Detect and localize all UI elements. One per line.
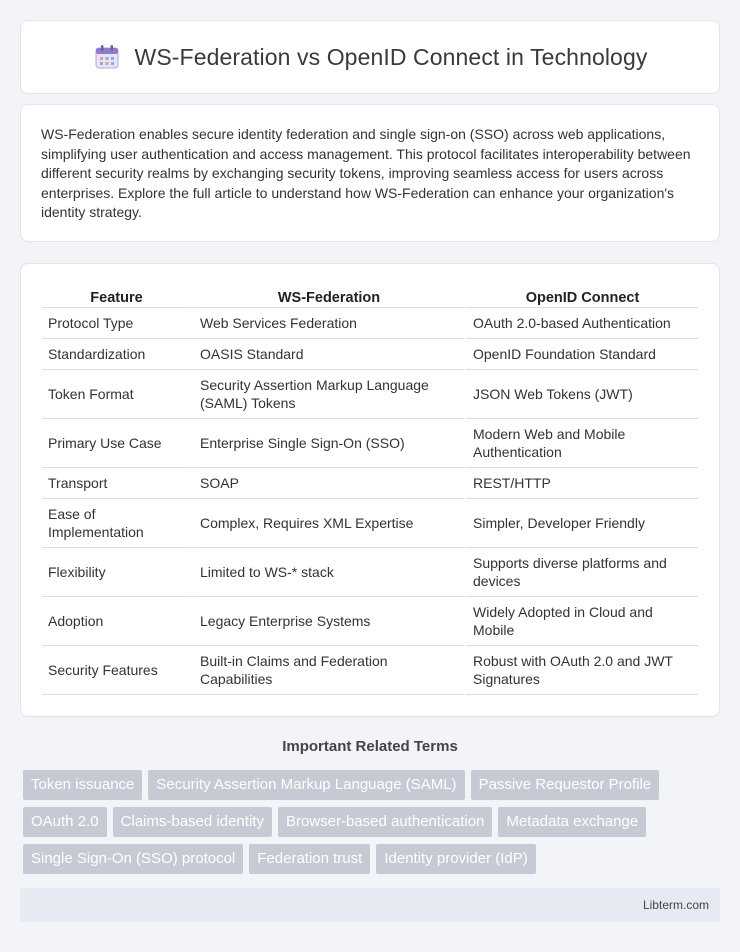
related-terms-list <box>23 770 723 874</box>
table-row <box>42 468 698 499</box>
related-term-tag[interactable]: Claims-based identity <box>113 807 272 837</box>
table-row <box>42 370 698 419</box>
table-cell: Transport <box>42 468 191 499</box>
calendar-icon <box>93 43 121 71</box>
table-cell: Enterprise Single Sign-On (SSO) <box>191 419 464 468</box>
table-cell: Ease of Implementation <box>42 499 191 548</box>
header-card <box>20 20 720 94</box>
related-term-tag[interactable]: Security Assertion Markup Language (SAML) <box>148 770 464 800</box>
related-term-tag[interactable]: OAuth 2.0 <box>23 807 107 837</box>
table-cell: Modern Web and Mobile Authentication <box>464 419 698 468</box>
related-term-tag[interactable]: Identity provider (IdP) <box>376 844 535 874</box>
related-term-tag[interactable]: Token issuance <box>23 770 142 800</box>
related-terms-title: Important Related Terms <box>282 738 458 755</box>
table-header-row <box>42 284 698 308</box>
column-header-ws-federation: WS-Federation <box>191 284 464 308</box>
related-term-tag[interactable]: Browser-based authentication <box>278 807 492 837</box>
related-term-tag[interactable]: Single Sign-On (SSO) protocol <box>23 844 243 874</box>
table-cell: Built-in Claims and Federation Capabilities <box>191 646 464 695</box>
table-cell: Flexibility <box>42 548 191 597</box>
table-row <box>42 308 698 339</box>
table-cell: Security Assertion Markup Language (SAML) Tokens <box>191 370 464 419</box>
table-cell: Supports diverse platforms and devices <box>464 548 698 597</box>
table-cell: Simpler, Developer Friendly <box>464 499 698 548</box>
table-cell: Widely Adopted in Cloud and Mobile <box>464 597 698 646</box>
page-title: WS-Federation vs OpenID Connect in Technology <box>134 43 648 70</box>
table-row <box>42 646 698 695</box>
table-cell: Complex, Requires XML Expertise <box>191 499 464 548</box>
column-header-feature: Feature <box>42 284 191 308</box>
table-row <box>42 339 698 370</box>
table-cell: REST/HTTP <box>464 468 698 499</box>
table-row <box>42 597 698 646</box>
table-row <box>42 419 698 468</box>
related-term-tag[interactable]: Federation trust <box>249 844 370 874</box>
table-row <box>42 499 698 548</box>
footer <box>20 888 720 922</box>
table-cell: SOAP <box>191 468 464 499</box>
intro-text: WS-Federation enables secure identity federation and single sign-on (SSO) across web applications, simplifying user authentication and access management. This protocol facilitates interoperability between different security realms by exchanging security tokens, improving seamless access for users across enterprises. Explore the full article to understand how WS-Federation can enhance your organization's identity strategy. <box>41 126 691 220</box>
footer-brand-link[interactable]: Libterm.com <box>642 898 709 912</box>
table-cell: Adoption <box>42 597 191 646</box>
comparison-table <box>42 284 698 695</box>
related-term-tag[interactable]: Passive Requestor Profile <box>471 770 660 800</box>
table-cell: Protocol Type <box>42 308 191 339</box>
table-cell: Limited to WS-* stack <box>191 548 464 597</box>
table-cell: Web Services Federation <box>191 308 464 339</box>
table-cell: Robust with OAuth 2.0 and JWT Signatures <box>464 646 698 695</box>
table-cell: OASIS Standard <box>191 339 464 370</box>
comparison-table-card <box>20 263 720 717</box>
table-cell: Primary Use Case <box>42 419 191 468</box>
related-term-tag[interactable]: Metadata exchange <box>498 807 646 837</box>
table-cell: Token Format <box>42 370 191 419</box>
column-header-openid-connect: OpenID Connect <box>464 284 698 308</box>
table-cell: Standardization <box>42 339 191 370</box>
intro-card <box>20 104 720 242</box>
table-row <box>42 548 698 597</box>
table-cell: OAuth 2.0-based Authentication <box>464 308 698 339</box>
table-cell: Legacy Enterprise Systems <box>191 597 464 646</box>
table-cell: Security Features <box>42 646 191 695</box>
table-cell: OpenID Foundation Standard <box>464 339 698 370</box>
table-cell: JSON Web Tokens (JWT) <box>464 370 698 419</box>
header <box>93 43 648 71</box>
